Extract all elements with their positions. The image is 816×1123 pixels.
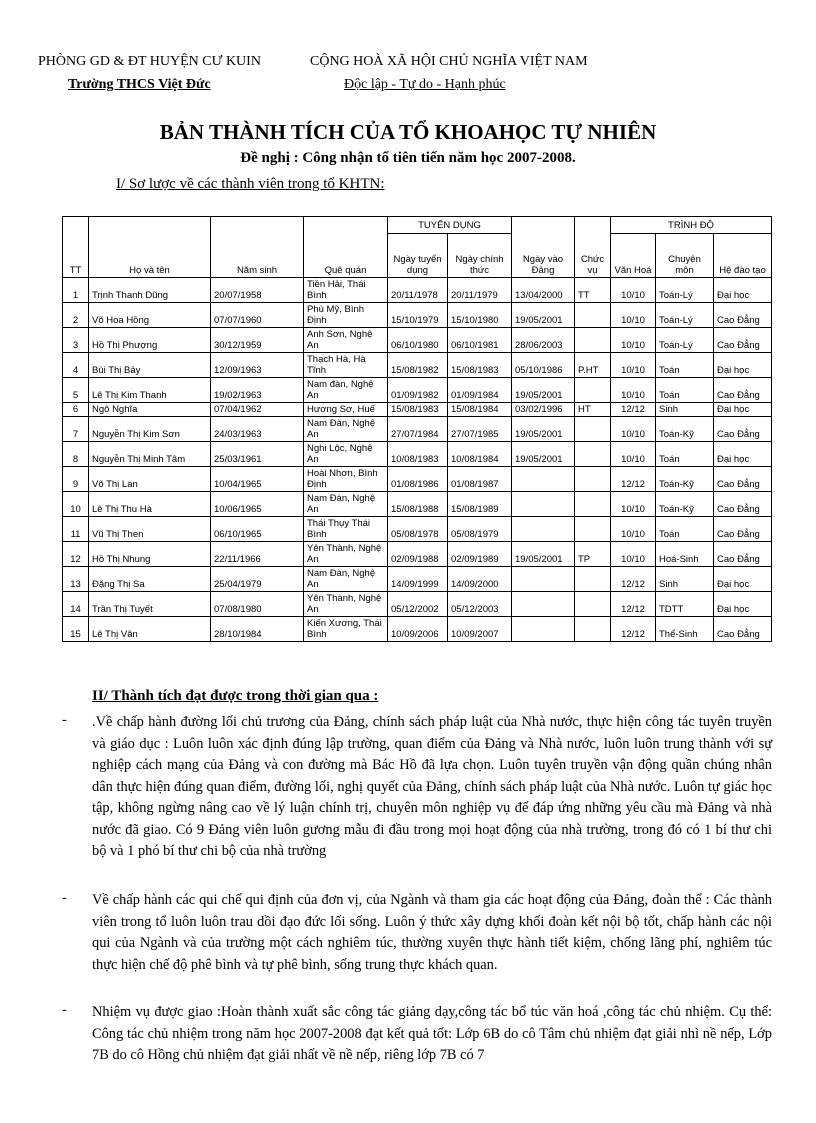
- cell-name: Lê Thị Thu Hà: [89, 492, 211, 517]
- cell-culture: 12/12: [611, 592, 656, 617]
- cell-hometown: Yên Thành, Nghệ An: [304, 542, 388, 567]
- cell-name: Lê Thị Kim Thanh: [89, 378, 211, 403]
- table-row: [63, 403, 772, 417]
- cell-birth: 10/04/1965: [211, 467, 304, 492]
- cell-birth: 25/04/1979: [211, 567, 304, 592]
- cell-major: Sinh: [656, 567, 714, 592]
- cell-name: Trần Thị Tuyết: [89, 592, 211, 617]
- cell-party: 19/05/2001: [512, 417, 575, 442]
- document-title: BẢN THÀNH TÍCH CỦA TỔ KHOAHỌC TỰ NHIÊN: [159, 120, 657, 144]
- cell-hometown: Nam Đàn, Nghệ An: [304, 567, 388, 592]
- cell-birth: 30/12/1959: [211, 328, 304, 353]
- cell-party: 19/05/2001: [512, 303, 575, 328]
- cell-official: 27/07/1985: [448, 417, 512, 442]
- cell-party: 19/05/2001: [512, 542, 575, 567]
- bullet-dash: -: [62, 712, 67, 728]
- cell-position: [575, 467, 611, 492]
- cell-position: HT: [575, 403, 611, 417]
- cell-official: 06/10/1981: [448, 328, 512, 353]
- cell-recruit: 27/07/1984: [388, 417, 448, 442]
- cell-recruit: 01/09/1982: [388, 378, 448, 403]
- cell-recruit: 10/09/2006: [388, 617, 448, 642]
- cell-training: Cao Đẳng: [714, 328, 772, 353]
- table-row: [63, 328, 772, 353]
- cell-birth: 10/06/1965: [211, 492, 304, 517]
- cell-name: Ngô Nghĩa: [89, 403, 211, 417]
- department-name: PHÒNG GD & ĐT HUYỆN CƯ KUIN: [38, 54, 261, 69]
- cell-hometown: Nam Đàn, Nghệ An: [304, 492, 388, 517]
- cell-name: Đặng Thị Sa: [89, 567, 211, 592]
- col-official: Ngày chính thức: [448, 234, 512, 278]
- table-row: [63, 278, 772, 303]
- cell-major: Toán-Lý: [656, 278, 714, 303]
- cell-major: Toán-Lý: [656, 328, 714, 353]
- cell-culture: 12/12: [611, 403, 656, 417]
- col-tt: TT: [63, 217, 89, 278]
- cell-name: Hồ Thị Nhung: [89, 542, 211, 567]
- cell-official: 05/08/1979: [448, 517, 512, 542]
- cell-party: 19/05/2001: [512, 442, 575, 467]
- cell-tt: 12: [63, 542, 89, 567]
- cell-major: Thể-Sinh: [656, 617, 714, 642]
- cell-party: [512, 592, 575, 617]
- col-position: Chức vụ: [575, 217, 611, 278]
- cell-hometown: Hoài Nhơn, Bình Định: [304, 467, 388, 492]
- bullet-dash: -: [62, 890, 67, 906]
- cell-training: Đại học: [714, 442, 772, 467]
- cell-tt: 15: [63, 617, 89, 642]
- cell-tt: 11: [63, 517, 89, 542]
- cell-tt: 7: [63, 417, 89, 442]
- group-recruit: TUYỂN DỤNG: [388, 217, 512, 234]
- cell-official: 10/09/2007: [448, 617, 512, 642]
- cell-training: Đại học: [714, 403, 772, 417]
- cell-culture: 10/10: [611, 353, 656, 378]
- cell-recruit: 15/08/1982: [388, 353, 448, 378]
- cell-training: Cao Đẳng: [714, 378, 772, 403]
- cell-tt: 8: [63, 442, 89, 467]
- cell-party: [512, 517, 575, 542]
- cell-culture: 10/10: [611, 442, 656, 467]
- col-training: Hệ đào tạo: [714, 234, 772, 278]
- cell-hometown: Yên Thành, Nghệ An: [304, 592, 388, 617]
- member-table: [62, 216, 772, 642]
- school-name-text: Trường THCS Việt Đức: [68, 77, 211, 92]
- cell-birth: 06/10/1965: [211, 517, 304, 542]
- cell-recruit: 14/09/1999: [388, 567, 448, 592]
- cell-recruit: 15/10/1979: [388, 303, 448, 328]
- cell-major: Toán-Kỹ: [656, 467, 714, 492]
- cell-tt: 10: [63, 492, 89, 517]
- cell-official: 02/09/1989: [448, 542, 512, 567]
- cell-official: 10/08/1984: [448, 442, 512, 467]
- col-hometown: Quê quán: [304, 217, 388, 278]
- school-name: [68, 77, 211, 93]
- achievement-paragraph-2: Về chấp hành các qui chế qui định của đơn vị, của Ngành và tham gia các hoạt động của Đảng, đoàn thể : Các thành viên trong tổ luôn luôn trau dồi đạo đức lối sống. Luôn ý thức xây dựng khối đoàn kết nội bộ tốt, chấp hành các nội qui của Ngành và của trường một cách nghiêm túc, thường xuyên thực hành tiết kiệm, chống lãng phí, nghiêm túc thực hiện chế độ phê bình và tự phê bình, sống trung thực khách quan.: [92, 892, 772, 973]
- cell-official: 20/11/1979: [448, 278, 512, 303]
- cell-recruit: 15/08/1983: [388, 403, 448, 417]
- cell-recruit: 06/10/1980: [388, 328, 448, 353]
- cell-culture: 10/10: [611, 517, 656, 542]
- table-row: [63, 542, 772, 567]
- cell-official: 15/10/1980: [448, 303, 512, 328]
- cell-training: Cao Đẳng: [714, 303, 772, 328]
- cell-tt: 3: [63, 328, 89, 353]
- cell-name: Nguyễn Thị Kim Sơn: [89, 417, 211, 442]
- cell-birth: 28/10/1984: [211, 617, 304, 642]
- cell-party: 05/10/1986: [512, 353, 575, 378]
- cell-recruit: 20/11/1978: [388, 278, 448, 303]
- cell-position: [575, 378, 611, 403]
- cell-training: Đại học: [714, 353, 772, 378]
- section2-heading: II/ Thành tích đạt được trong thời gian qua :: [92, 688, 379, 704]
- cell-tt: 2: [63, 303, 89, 328]
- cell-training: Cao Đẳng: [714, 467, 772, 492]
- cell-name: Nguyễn Thị Minh Tâm: [89, 442, 211, 467]
- cell-training: Đại học: [714, 278, 772, 303]
- cell-position: [575, 517, 611, 542]
- cell-hometown: Nghi Lộc, Nghệ An: [304, 442, 388, 467]
- cell-position: [575, 303, 611, 328]
- cell-position: [575, 417, 611, 442]
- cell-position: [575, 592, 611, 617]
- cell-hometown: Hương Sơ, Huế: [304, 403, 388, 417]
- cell-tt: 13: [63, 567, 89, 592]
- cell-official: 01/09/1984: [448, 378, 512, 403]
- cell-recruit: 15/08/1988: [388, 492, 448, 517]
- cell-hometown: Phù Mỹ, Bình Định: [304, 303, 388, 328]
- cell-party: 13/04/2000: [512, 278, 575, 303]
- cell-training: Cao Đẳng: [714, 617, 772, 642]
- cell-culture: 10/10: [611, 328, 656, 353]
- cell-major: Toán: [656, 353, 714, 378]
- cell-position: P.HT: [575, 353, 611, 378]
- cell-name: Trịnh Thanh Dũng: [89, 278, 211, 303]
- cell-major: Toán-Kỹ: [656, 492, 714, 517]
- cell-party: [512, 492, 575, 517]
- achievement-paragraph-1: .Về chấp hành đường lối chủ trương của Đảng, chính sách pháp luật của Nhà nước, thực hiện công tác tuyên truyền và giáo dục : Luôn luôn xác định đúng lập trường, quan điểm của Đảng và Nhà nước, luôn luôn trung thành với sự nghiệp cách mạng của Đảng và con đường mà Bác Hồ đã lựa chọn. Luôn tuyên truyền vận động quần chúng nhân dân thực hiện đúng quan điểm, đường lối, nghị quyết của Đảng, chính sách pháp luật của Nhà nước. Luôn tự giác học tập, không ngừng nâng cao về lý luận chính trị, chuyên môn nghiệp vụ để đáp ứng những yêu cầu mà Đảng và nhà nước đã giao. Có 9 Đảng viên luôn gương mẫu đi đầu trong mọi hoạt động của nhà trường, trong đó có 1 bí thư chi bộ và 1 phó bí thư chi bộ của nhà trường: [92, 714, 772, 859]
- cell-tt: 6: [63, 403, 89, 417]
- col-recruit: Ngày tuyển dụng: [388, 234, 448, 278]
- cell-name: Hồ Thị Phượng: [89, 328, 211, 353]
- cell-hometown: Nam đàn, Nghệ An: [304, 378, 388, 403]
- cell-birth: 12/09/1963: [211, 353, 304, 378]
- cell-position: [575, 492, 611, 517]
- national-title: CỘNG HOÀ XÃ HỘI CHỦ NGHĨA VIỆT NAM: [310, 54, 588, 69]
- cell-position: [575, 617, 611, 642]
- cell-birth: 07/07/1960: [211, 303, 304, 328]
- table-row: [63, 492, 772, 517]
- cell-tt: 5: [63, 378, 89, 403]
- cell-recruit: 01/08/1986: [388, 467, 448, 492]
- cell-official: 01/08/1987: [448, 467, 512, 492]
- table-row: [63, 442, 772, 467]
- cell-party: 28/06/2003: [512, 328, 575, 353]
- cell-training: Đại học: [714, 592, 772, 617]
- cell-culture: 12/12: [611, 467, 656, 492]
- cell-tt: 9: [63, 467, 89, 492]
- cell-hometown: Anh Sơn, Nghệ An: [304, 328, 388, 353]
- cell-culture: 10/10: [611, 303, 656, 328]
- cell-tt: 4: [63, 353, 89, 378]
- cell-hometown: Thái Thụy Thái Bình: [304, 517, 388, 542]
- cell-tt: 1: [63, 278, 89, 303]
- achievement-paragraph-3: Nhiệm vụ được giao :Hoàn thành xuất sắc công tác giảng dạy,công tác bổ túc văn hoá ,công tác chủ nhiệm. Cụ thể: Công tác chủ nhiệm trong năm học 2007-2008 đạt kết quả tốt: Lớp 6B do cô Tâm chủ nhiệm đạt giải nhì nề nếp, Lớp 7B do cô Hồng chủ nhiệm đạt giải nhất về nề nếp, riêng lớp 7B có 7: [92, 1004, 772, 1063]
- cell-culture: 12/12: [611, 617, 656, 642]
- cell-training: Cao Đẳng: [714, 417, 772, 442]
- cell-position: [575, 328, 611, 353]
- cell-recruit: 10/08/1983: [388, 442, 448, 467]
- cell-position: [575, 567, 611, 592]
- cell-birth: 25/03/1961: [211, 442, 304, 467]
- cell-birth: 20/07/1958: [211, 278, 304, 303]
- bullet-dash: -: [62, 1002, 67, 1018]
- cell-name: Lê Thị Vân: [89, 617, 211, 642]
- cell-culture: 10/10: [611, 542, 656, 567]
- cell-party: 19/05/2001: [512, 378, 575, 403]
- cell-official: 05/12/2003: [448, 592, 512, 617]
- cell-training: Cao Đẳng: [714, 542, 772, 567]
- group-level: TRÌNH ĐỘ: [611, 217, 772, 234]
- cell-recruit: 02/09/1988: [388, 542, 448, 567]
- cell-birth: 22/11/1966: [211, 542, 304, 567]
- cell-major: Toán: [656, 517, 714, 542]
- cell-culture: 10/10: [611, 278, 656, 303]
- cell-tt: 14: [63, 592, 89, 617]
- cell-birth: 07/04/1962: [211, 403, 304, 417]
- cell-party: [512, 617, 575, 642]
- cell-birth: 24/03/1963: [211, 417, 304, 442]
- table-row: [63, 567, 772, 592]
- col-major: Chuyên môn: [656, 234, 714, 278]
- cell-official: 14/09/2000: [448, 567, 512, 592]
- cell-hometown: Tiền Hải, Thái Bình: [304, 278, 388, 303]
- cell-hometown: Nam Đàn, Nghệ An: [304, 417, 388, 442]
- cell-culture: 10/10: [611, 417, 656, 442]
- cell-name: Vũ Thị Then: [89, 517, 211, 542]
- table-row: [63, 303, 772, 328]
- cell-hometown: Thạch Hà, Hà Tĩnh: [304, 353, 388, 378]
- cell-major: Sinh: [656, 403, 714, 417]
- col-party: Ngày vào Đảng: [512, 217, 575, 278]
- cell-recruit: 05/12/2002: [388, 592, 448, 617]
- cell-party: 03/02/1996: [512, 403, 575, 417]
- cell-position: TP: [575, 542, 611, 567]
- document-subtitle: Đề nghị : Công nhận tổ tiên tiến năm học 2007-2008.: [240, 150, 576, 166]
- cell-culture: 10/10: [611, 378, 656, 403]
- cell-position: TT: [575, 278, 611, 303]
- table-row: [63, 417, 772, 442]
- cell-birth: 19/02/1963: [211, 378, 304, 403]
- cell-official: 15/08/1984: [448, 403, 512, 417]
- cell-name: Võ Hoa Hồng: [89, 303, 211, 328]
- cell-major: Toán: [656, 378, 714, 403]
- cell-name: Võ Thị Lan: [89, 467, 211, 492]
- cell-major: TDTT: [656, 592, 714, 617]
- cell-recruit: 05/08/1978: [388, 517, 448, 542]
- cell-major: Toán: [656, 442, 714, 467]
- cell-major: Toán-Lý: [656, 303, 714, 328]
- cell-official: 15/08/1989: [448, 492, 512, 517]
- cell-birth: 07/08/1980: [211, 592, 304, 617]
- cell-culture: 10/10: [611, 492, 656, 517]
- col-birth: Năm sinh: [211, 217, 304, 278]
- table-row: [63, 467, 772, 492]
- national-motto: Độc lập - Tự do - Hạnh phúc: [344, 77, 506, 92]
- cell-major: Toán-Kỹ: [656, 417, 714, 442]
- cell-major: Hoá-Sinh: [656, 542, 714, 567]
- cell-training: Cao Đẳng: [714, 492, 772, 517]
- cell-hometown: Kiến Xương, Thái Bình: [304, 617, 388, 642]
- section1-heading: I/ Sơ lược về các thành viên trong tổ KHTN:: [116, 176, 385, 192]
- table-row: [63, 353, 772, 378]
- table-row: [63, 517, 772, 542]
- cell-official: 15/08/1983: [448, 353, 512, 378]
- cell-culture: 12/12: [611, 567, 656, 592]
- cell-party: [512, 467, 575, 492]
- cell-training: Đại học: [714, 567, 772, 592]
- table-row: [63, 617, 772, 642]
- col-culture: Văn Hoá: [611, 234, 656, 278]
- col-name: Họ và tên: [89, 217, 211, 278]
- cell-party: [512, 567, 575, 592]
- table-row: [63, 378, 772, 403]
- cell-name: Bùi Thị Bảy: [89, 353, 211, 378]
- cell-training: Cao Đẳng: [714, 517, 772, 542]
- table-row: [63, 592, 772, 617]
- cell-position: [575, 442, 611, 467]
